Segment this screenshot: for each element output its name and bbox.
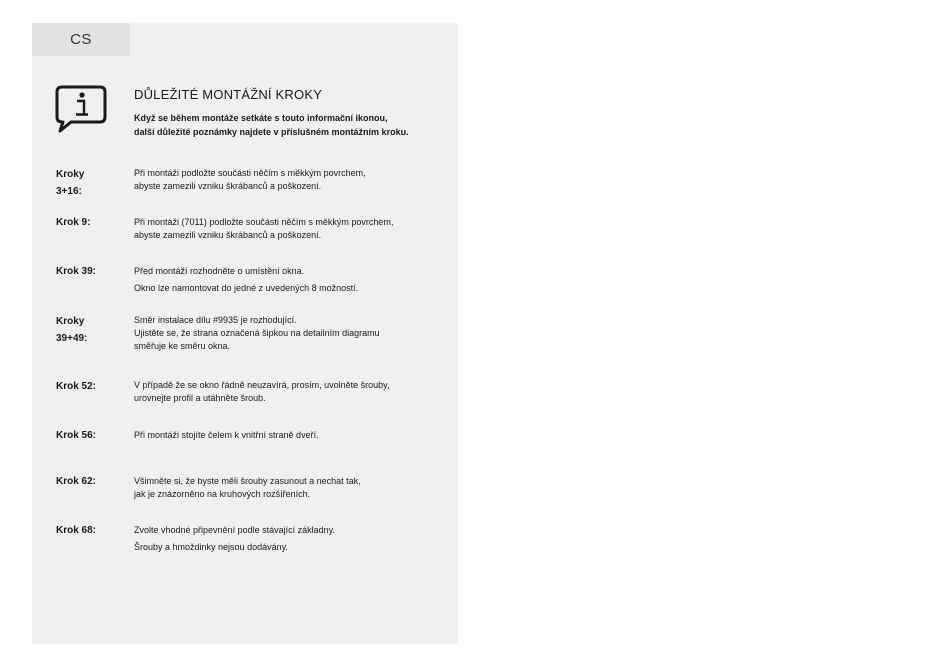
step-label: Kroky 39+49: <box>56 316 88 344</box>
step-label: Krok 52: <box>56 381 97 392</box>
step-text: Směr instalace dílu #9935 je rozhodující. Ujistěte se, že strana označená šipkou na detailním diagramu směřuje ke směru okna. <box>134 315 380 351</box>
step-text: Všimněte si, že byste měli šrouby zasunout a nechat tak, jak je znázorněno na kruhových rozšířeních. <box>134 476 361 499</box>
step-label: Krok 9: <box>56 217 91 228</box>
intro-text <box>134 111 409 139</box>
language-tab: CS <box>32 23 130 56</box>
step-text: Při montáži (7011) podložte součásti něčím s měkkým povrchem, abyste zamezili vzniku škrábanců a poškození. <box>134 217 394 240</box>
step-label: Krok 62: <box>56 476 97 487</box>
step-text: Při montáži podložte součásti něčím s měkkým povrchem, abyste zamezili vzniku škrábanců a poškození. <box>134 168 366 191</box>
intro-line: další důležité poznámky najdete v příslušném montážním kroku. <box>134 127 409 137</box>
step-text: V případě že se okno řádně neuzavírá, prosím, uvolněte šrouby, urovnejte profil a utáhněte šroub. <box>134 380 390 403</box>
step-label: Krok 56: <box>56 430 97 441</box>
step-label: Krok 68: <box>56 525 97 536</box>
step-text: Před montáží rozhodněte o umístění okna. Okno lze namontovat do jedné z uvedených 8 možností. <box>134 266 359 293</box>
step-text: Zvolte vhodné připevnění podle stávající základny. Šrouby a hmoždinky nejsou dodávány. <box>134 525 335 552</box>
step-text: Při montáži stojíte čelem k vnitřní straně dveří. <box>134 430 319 440</box>
step-label: Kroky 3+16: <box>56 169 85 197</box>
info-icon <box>54 84 108 134</box>
section-title: DŮLEŽITÉ MONTÁŽNÍ KROKY <box>134 87 323 102</box>
step-label: Krok 39: <box>56 266 97 277</box>
intro-line: Když se během montáže setkáte s touto informační ikonou, <box>134 113 388 123</box>
